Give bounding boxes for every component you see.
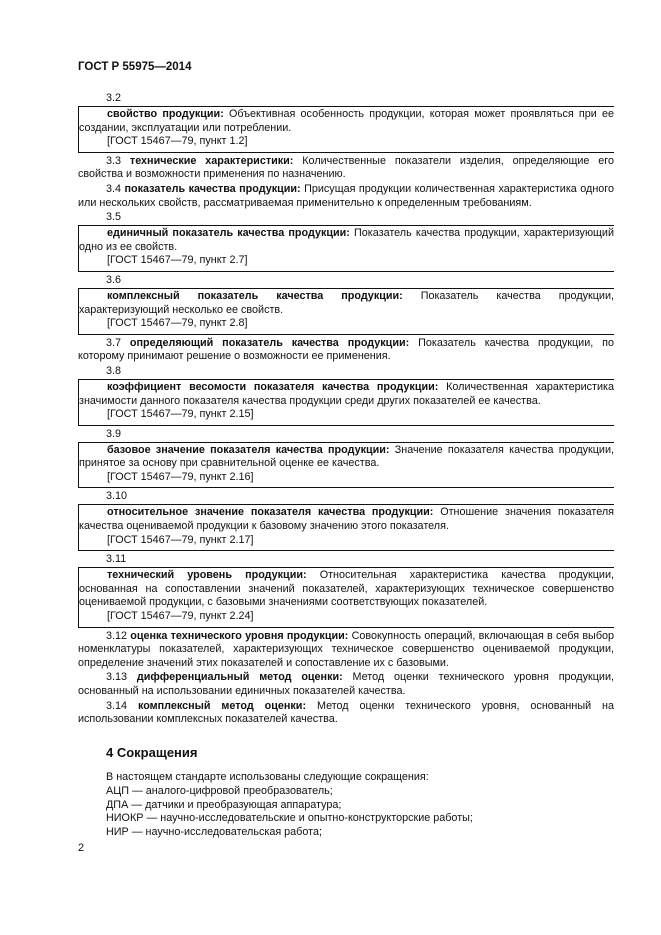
list-item: НИР — научно-исследовательская работа;	[106, 825, 322, 838]
list-item: АЦП — аналого-цифровой преобразователь;	[106, 784, 333, 797]
term-name: комплексный показатель качества продукции:	[107, 289, 403, 302]
term-name: технический уровень продукции:	[107, 569, 307, 582]
page-number: 2	[78, 842, 85, 854]
term-number: 3.7	[106, 336, 122, 349]
content	[78, 92, 614, 839]
boxed-term	[78, 106, 614, 153]
term-definition: Показатель качества продукции, по которому принимают решение о возможности ее применения.	[78, 336, 614, 363]
term-number: 3.6	[106, 273, 122, 286]
term-definition: Количественная характеристика значимости данного показателя качества продукции среди других показателей ее качества.	[79, 380, 614, 407]
term-definition: Объективная особенность продукции, которая может проявляться при ее создании, эксплуатации или потреблении.	[79, 108, 614, 134]
boxed-term	[78, 567, 614, 627]
term-reference: [ГОСТ 15467—79, пункт 1.2]	[107, 135, 248, 148]
term-definition: Отношение значения показателя качества оцениваемой продукции к базовому значению этого показателя.	[79, 506, 615, 533]
term-definition: Количественные показатели изделия, определяющие его свойства и возможности применения по назначению.	[78, 154, 614, 181]
term-number: 3.4	[106, 182, 122, 195]
term-number: 3.14	[106, 699, 128, 712]
term-name: коэффициент весомости показателя качества продукции:	[107, 380, 439, 393]
term-name: технические характеристики:	[129, 154, 294, 167]
term-definition: Совокупность операций, включающая в себя выбор номенклатуры показателей, характеризующих техническое совершенство оцениваемой продукции, определение значений этих показателей и сопоставление их с базовыми.	[78, 629, 615, 669]
term-name: базовое значение показателя качества продукции:	[107, 443, 390, 456]
term-name: показатель качества продукции:	[124, 182, 301, 195]
term-name: единичный показатель качества продукции:	[107, 227, 350, 240]
term-definition: Метод оценки технического уровня, основанный на использовании комплексных показателей качества.	[78, 699, 615, 726]
term-number: 3.5	[106, 211, 122, 224]
plain-term	[78, 630, 614, 671]
term-reference: [ГОСТ 15467—79, пункт 2.8]	[107, 317, 248, 330]
boxed-term	[78, 379, 614, 426]
plain-term	[78, 700, 614, 727]
plain-term	[78, 183, 614, 210]
boxed-term	[78, 225, 614, 272]
section-title: 4 Сокращения	[106, 744, 198, 760]
term-name: комплексный метод оценки:	[137, 699, 307, 712]
abbreviation-list	[78, 771, 614, 839]
plain-term	[78, 671, 614, 698]
term-definition: Значение показателя качества продукции, принятое за основу при сравнительной оценке ее качества.	[79, 443, 614, 470]
term-reference: [ГОСТ 15467—79, пункт 2.7]	[107, 254, 248, 267]
plain-term	[78, 337, 614, 364]
term-reference: [ГОСТ 15467—79, пункт 2.24]	[107, 610, 254, 623]
term-name: свойство продукции:	[107, 108, 224, 120]
term-definition: Показатель качества продукции, характеризующий одно из ее свойств.	[79, 227, 614, 253]
term-reference: [ГОСТ 15467—79, пункт 2.17]	[107, 533, 254, 546]
list-intro: В настоящем стандарте использованы следующие сокращения:	[106, 771, 429, 784]
term-number: 3.2	[106, 92, 122, 104]
term-definition: Метод оценки технического уровня продукции, основанный на использовании единичных показателей качества.	[78, 671, 614, 697]
term-name: относительное значение показателя качества продукции:	[107, 506, 434, 519]
boxed-term	[78, 288, 614, 335]
term-name: оценка технического уровня продукции:	[130, 629, 349, 642]
term-definition: Относительная характеристика качества продукции, основанная на сопоставлении значений показателей, характеризующих техническое совершенство оцениваемой продукции, с базовыми значениями соответствующих показателей.	[79, 569, 614, 609]
term-number: 3.10	[106, 490, 128, 503]
term-reference: [ГОСТ 15467—79, пункт 2.15]	[107, 408, 254, 421]
list-item: ДПА — датчики и преобразующая аппаратура;	[106, 798, 342, 811]
plain-term	[78, 155, 614, 182]
term-definition: Присущая продукции количественная характеристика одного или нескольких свойств, рассматриваемая применительно к определенным требованиям.	[78, 182, 614, 209]
term-number: 3.12	[106, 629, 128, 642]
term-name: определяющий показатель качества продукции:	[129, 336, 410, 349]
document-header: ГОСТ Р 55975—2014	[78, 61, 192, 73]
term-name: дифференциальный метод оценки:	[136, 671, 343, 684]
term-number: 3.8	[106, 364, 122, 377]
term-number: 3.3	[106, 154, 122, 167]
term-reference: [ГОСТ 15467—79, пункт 2.16]	[107, 470, 254, 483]
boxed-term	[78, 504, 614, 551]
term-definition: Показатель качества продукции, характеризующий несколько ее свойств.	[79, 289, 614, 316]
term-number: 3.13	[106, 671, 128, 684]
list-item: НИОКР — научно-исследовательские и опытно-конструкторские работы;	[106, 812, 473, 825]
term-number: 3.9	[106, 427, 122, 440]
boxed-term	[78, 442, 614, 489]
term-number: 3.11	[106, 553, 127, 566]
